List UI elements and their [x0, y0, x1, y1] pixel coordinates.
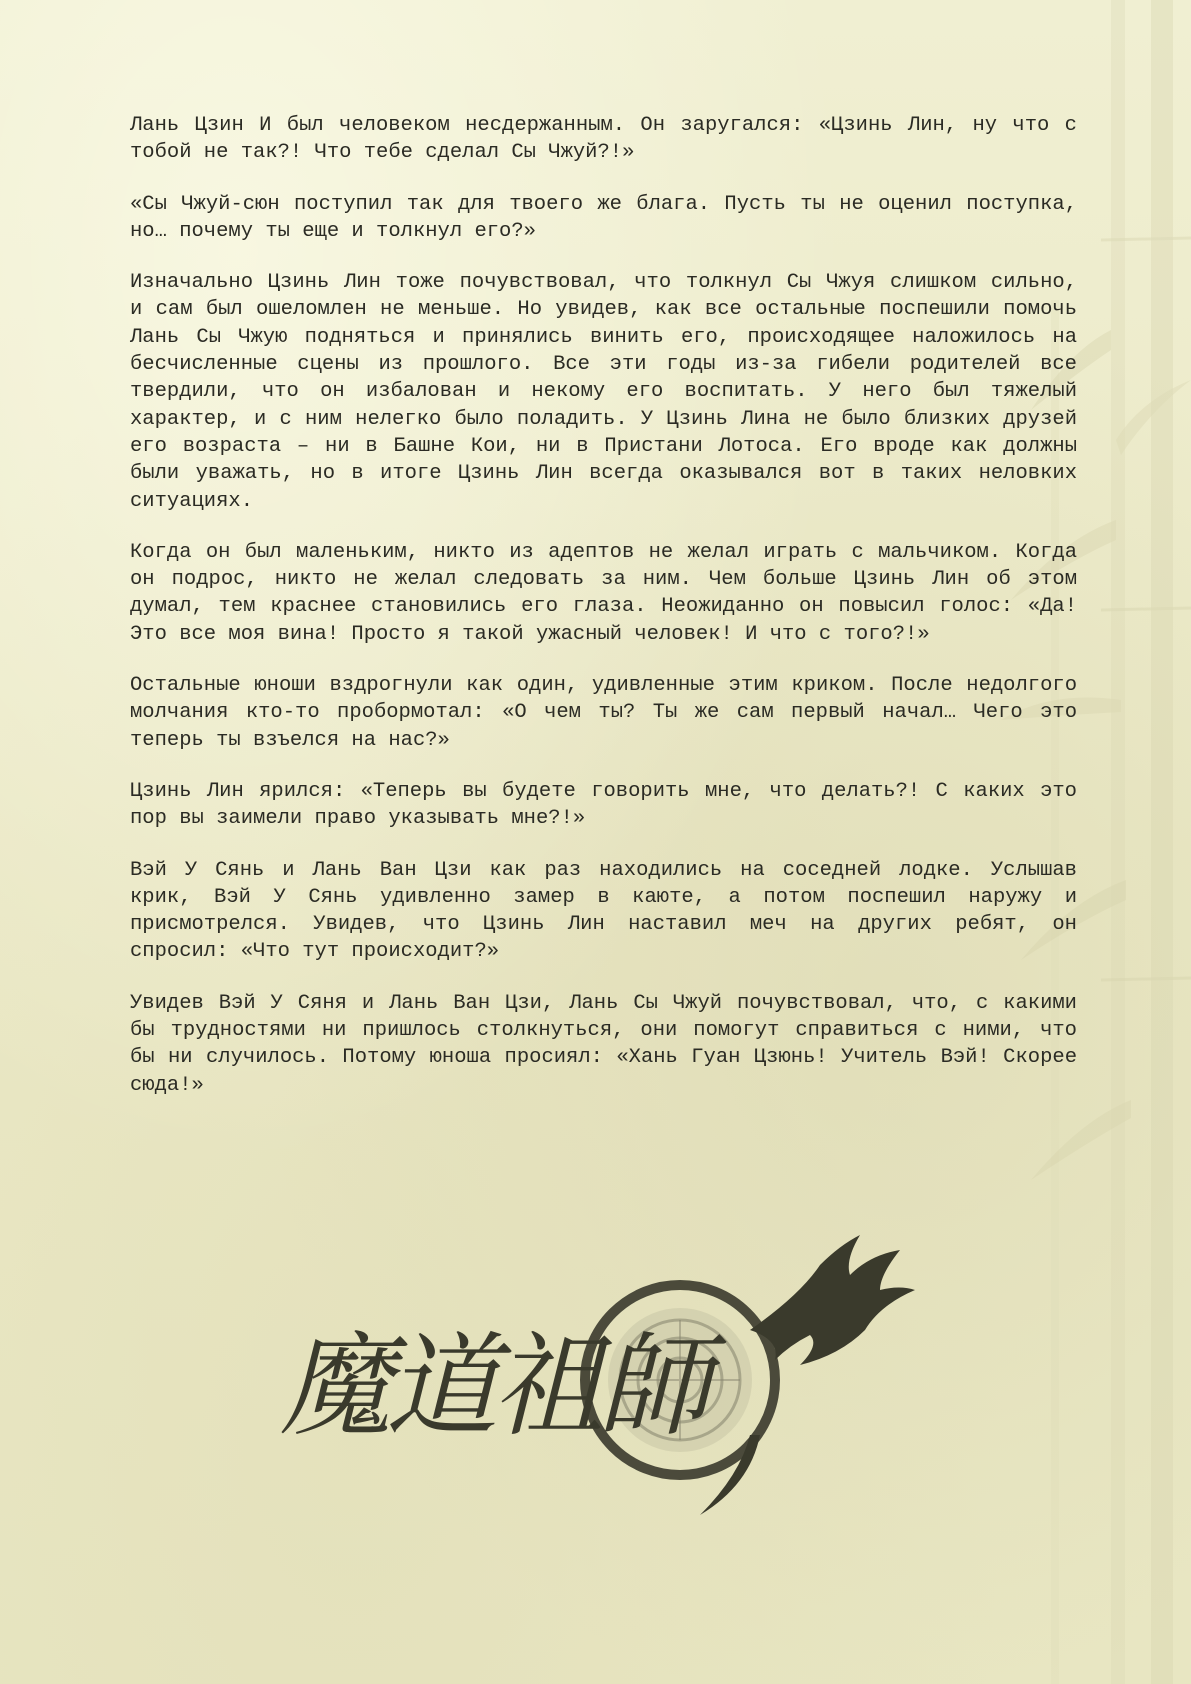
paragraph: «Сы Чжуй-сюн поступил так для твоего же блага. Пусть ты не оценил поступка, но… почему ты еще и толкнул его?» [130, 192, 1077, 243]
logo-calligraphy-text: 魔道祖師 [280, 1322, 704, 1452]
paragraph: Когда он был маленьким, никто из адептов не желал играть с мальчиком. Когда он подрос, никто не желал следовать за ним. Чем больше Цзинь Лин об этом думал, тем краснее становились его глаза. Неожиданно он повысил голос: «Да! Это все моя вина! Просто я такой ужасный человек! И что с того?!» [130, 540, 1077, 646]
paragraph: Лань Цзин И был человеком несдержанным. Он заругался: «Цзинь Лин, ну что с тобой не так?! Что тебе сделал Сы Чжуй?!» [130, 114, 1077, 165]
paragraph: Вэй У Сянь и Лань Ван Цзи как раз находились на соседней лодке. Услышав крик, Вэй У Сянь удивленно замер в каюте, а потом поспешил наружу и присмотрелся. Увидев, что Цзинь Лин наставил меч на других ребят, он спросил: «Что тут происходит?» [130, 858, 1077, 964]
body-text [130, 112, 1077, 1123]
paragraph: Остальные юноши вздрогнули как один, удивленные этим криком. После недолгого молчания кто-то пробормотал: «О чем ты? Ты же сам первый начал… Чего это теперь ты взъелся на нас?» [130, 674, 1077, 752]
logo-flame-swirl [750, 1235, 915, 1365]
paragraph: Увидев Вэй У Сяня и Лань Ван Цзи, Лань Сы Чжуй почувствовал, что, с какими бы трудностями ни пришлось столкнуться, они помогут справиться с ними, что бы ни случилось. Потому юноша просиял: «Хань Гуан Цзюнь! Учитель Вэй! Скорее сюда!» [130, 991, 1077, 1097]
mdzs-calligraphy-logo [280, 1235, 920, 1540]
paragraph: Цзинь Лин ярился: «Теперь вы будете говорить мне, что делать?! С каких это пор вы заимели право указывать мне?!» [130, 779, 1077, 831]
paragraph: Изначально Цзинь Лин тоже почувствовал, что толкнул Сы Чжуя слишком сильно, и сам был ошеломлен не меньше. Но увидев, как все остальные поспешили помочь Лань Сы Чжую подняться и принялись винить его, происходящее наложилось на бесчисленные сцены из прошлого. Все эти годы из-за гибели родителей все твердили, что он избалован и некому его воспитать. У него был тяжелый характер, и с ним нелегко было поладить. У Цзинь Лина не было близких друзей его возраста – ни в Башне Кои, ни в Пристани Лотоса. Его вроде как должны были уважать, но в итоге Цзинь Лин всегда оказывался вот в таких неловких ситуациях. [130, 271, 1077, 513]
